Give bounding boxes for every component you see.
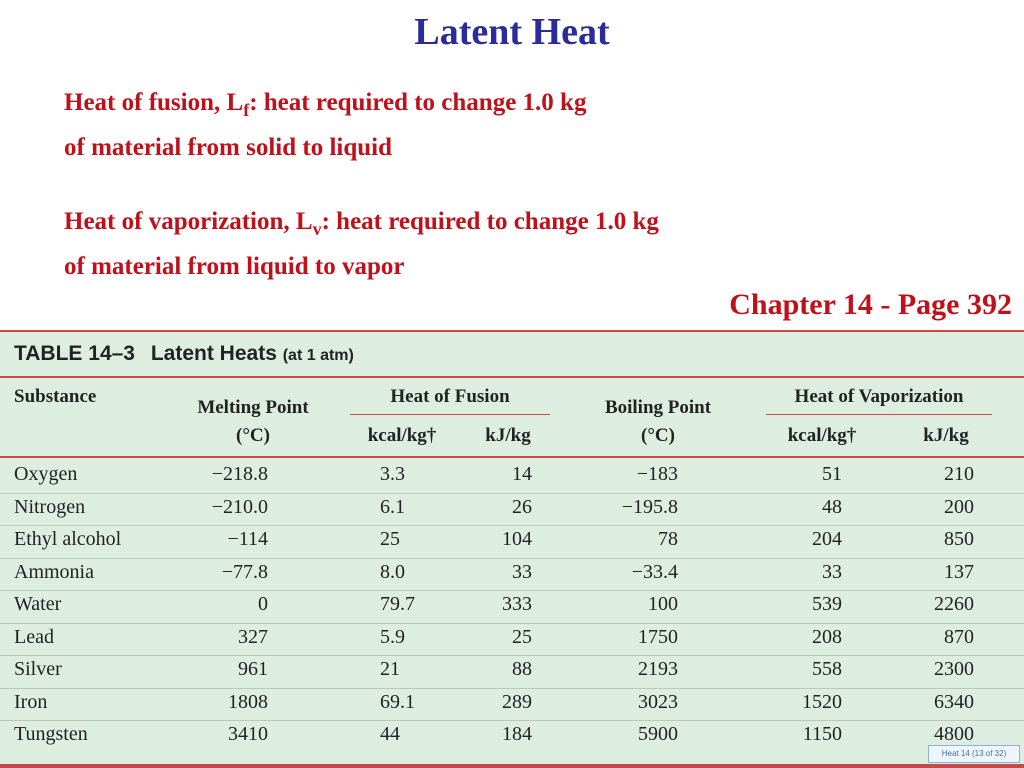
fusion-kj-cell: 88 — [512, 658, 532, 680]
vaporization-kcal-cell: 208 — [812, 625, 842, 648]
fusion-definition-line2: of material from solid to liquid — [64, 134, 393, 161]
row-divider — [0, 525, 1024, 526]
melting-point-cell: −210.0 — [211, 495, 268, 518]
table-caption — [14, 342, 354, 366]
vaporization-kcal-cell: 1150 — [802, 723, 842, 745]
row-divider — [0, 623, 1024, 624]
boiling-point-cell: −195.8 — [621, 495, 678, 518]
row-divider — [0, 558, 1024, 559]
fusion-kcal-cell: 6.1 — [380, 495, 405, 518]
header-bottom-rule — [0, 456, 1024, 458]
vaporization-group-rule — [766, 414, 992, 415]
fusion-definition-suffix: : heat required to change 1.0 kg — [249, 89, 587, 116]
vaporization-subscript: v — [312, 219, 322, 239]
boiling-point-cell: −33.4 — [631, 560, 678, 583]
vaporization-definition — [64, 203, 659, 286]
boiling-point-cell: 3023 — [638, 690, 678, 713]
header-melting-unit: (°C) — [236, 425, 270, 446]
substance-cell: Silver — [14, 658, 62, 680]
substance-cell: Ammonia — [14, 560, 94, 583]
substance-cell: Tungsten — [14, 723, 88, 745]
boiling-point-cell: 2193 — [638, 658, 678, 680]
fusion-kcal-cell: 8.0 — [380, 560, 405, 583]
boiling-point-cell: −183 — [636, 463, 678, 485]
vaporization-kj-cell: 2260 — [934, 593, 974, 615]
vaporization-kcal-cell: 558 — [812, 658, 842, 680]
vaporization-kcal-cell: 539 — [812, 593, 842, 615]
row-divider — [0, 720, 1024, 721]
row-divider — [0, 493, 1024, 494]
vaporization-kj-cell: 2300 — [934, 658, 974, 680]
melting-point-cell: 1808 — [228, 690, 268, 713]
fusion-kj-cell: 104 — [502, 528, 532, 550]
melting-point-cell: −77.8 — [221, 560, 268, 583]
vaporization-kcal-cell: 48 — [822, 495, 842, 518]
header-vaporization-kj: kJ/kg — [923, 425, 969, 446]
vaporization-kcal-cell: 204 — [812, 528, 842, 550]
vaporization-kj-cell: 6340 — [934, 690, 974, 713]
chapter-reference: Chapter 14 - Page 392 — [729, 288, 1012, 321]
fusion-kj-cell: 14 — [512, 463, 532, 485]
fusion-kj-cell: 333 — [502, 593, 532, 615]
fusion-definition-prefix: Heat of fusion, L — [64, 89, 244, 116]
vaporization-definition-line2: of material from liquid to vapor — [64, 253, 405, 280]
table-number: TABLE 14–3 — [14, 342, 135, 365]
vaporization-kcal-cell: 1520 — [802, 690, 842, 713]
melting-point-cell: 327 — [238, 625, 268, 648]
header-fusion-group: Heat of Fusion — [390, 386, 510, 407]
boiling-point-cell: 5900 — [638, 723, 678, 745]
vaporization-definition-prefix: Heat of vaporization, L — [64, 208, 313, 235]
latent-heats-table — [0, 330, 1024, 768]
header-boiling-unit: (°C) — [641, 425, 675, 446]
fusion-kcal-cell: 3.3 — [380, 463, 405, 485]
fusion-kcal-cell: 25 — [380, 528, 400, 550]
slide-counter: Heat 14 (13 of 32) — [928, 745, 1020, 763]
substance-cell: Ethyl alcohol — [14, 528, 122, 550]
header-vaporization-kcal: kcal/kg† — [787, 425, 857, 446]
fusion-kj-cell: 184 — [502, 723, 532, 745]
fusion-kcal-cell: 21 — [380, 658, 400, 680]
vaporization-kj-cell: 200 — [944, 495, 974, 518]
melting-point-cell: 3410 — [228, 723, 268, 745]
fusion-subscript: f — [243, 100, 250, 120]
melting-point-cell: 0 — [258, 593, 268, 615]
boiling-point-cell: 78 — [658, 528, 678, 550]
fusion-kj-cell: 33 — [512, 560, 532, 583]
vaporization-kj-cell: 137 — [944, 560, 974, 583]
boiling-point-cell: 1750 — [638, 625, 678, 648]
vaporization-kcal-cell: 51 — [822, 463, 842, 485]
bottom-rule — [0, 764, 1024, 768]
fusion-kj-cell: 26 — [512, 495, 532, 518]
fusion-kcal-cell: 79.7 — [380, 593, 415, 615]
header-fusion-kj: kJ/kg — [485, 425, 531, 446]
vaporization-kcal-cell: 33 — [822, 560, 842, 583]
header-fusion-kcal: kcal/kg† — [367, 425, 437, 446]
fusion-kcal-cell: 69.1 — [380, 690, 415, 713]
substance-cell: Oxygen — [14, 463, 78, 485]
substance-cell: Water — [14, 593, 62, 615]
row-divider — [0, 688, 1024, 689]
fusion-definition — [64, 84, 586, 167]
substance-cell: Nitrogen — [14, 495, 86, 518]
row-divider — [0, 655, 1024, 656]
header-substance: Substance — [14, 386, 97, 407]
substance-cell: Lead — [14, 625, 54, 648]
melting-point-cell: 961 — [238, 658, 268, 680]
header-vaporization-group: Heat of Vaporization — [794, 386, 964, 407]
header-melting-point: Melting Point — [197, 397, 309, 418]
header-boiling-point: Boiling Point — [604, 397, 712, 418]
boiling-point-cell: 100 — [648, 593, 678, 615]
vaporization-kj-cell: 4800 — [934, 723, 974, 745]
melting-point-cell: −114 — [227, 528, 268, 550]
fusion-kcal-cell: 44 — [380, 723, 400, 745]
row-divider — [0, 590, 1024, 591]
fusion-kj-cell: 289 — [502, 690, 532, 713]
melting-point-cell: −218.8 — [211, 463, 268, 485]
slide-title: Latent Heat — [414, 11, 610, 53]
vaporization-kj-cell: 210 — [944, 463, 974, 485]
vaporization-kj-cell: 870 — [944, 625, 974, 648]
fusion-group-rule — [350, 414, 550, 415]
fusion-kj-cell: 25 — [512, 625, 532, 648]
substance-cell: Iron — [14, 690, 48, 713]
header-top-rule — [0, 376, 1024, 378]
table-subtitle: (at 1 atm) — [282, 347, 354, 364]
vaporization-definition-suffix: : heat required to change 1.0 kg — [321, 208, 659, 235]
table-title: Latent Heats — [150, 342, 277, 365]
fusion-kcal-cell: 5.9 — [380, 625, 405, 648]
vaporization-kj-cell: 850 — [944, 528, 974, 550]
